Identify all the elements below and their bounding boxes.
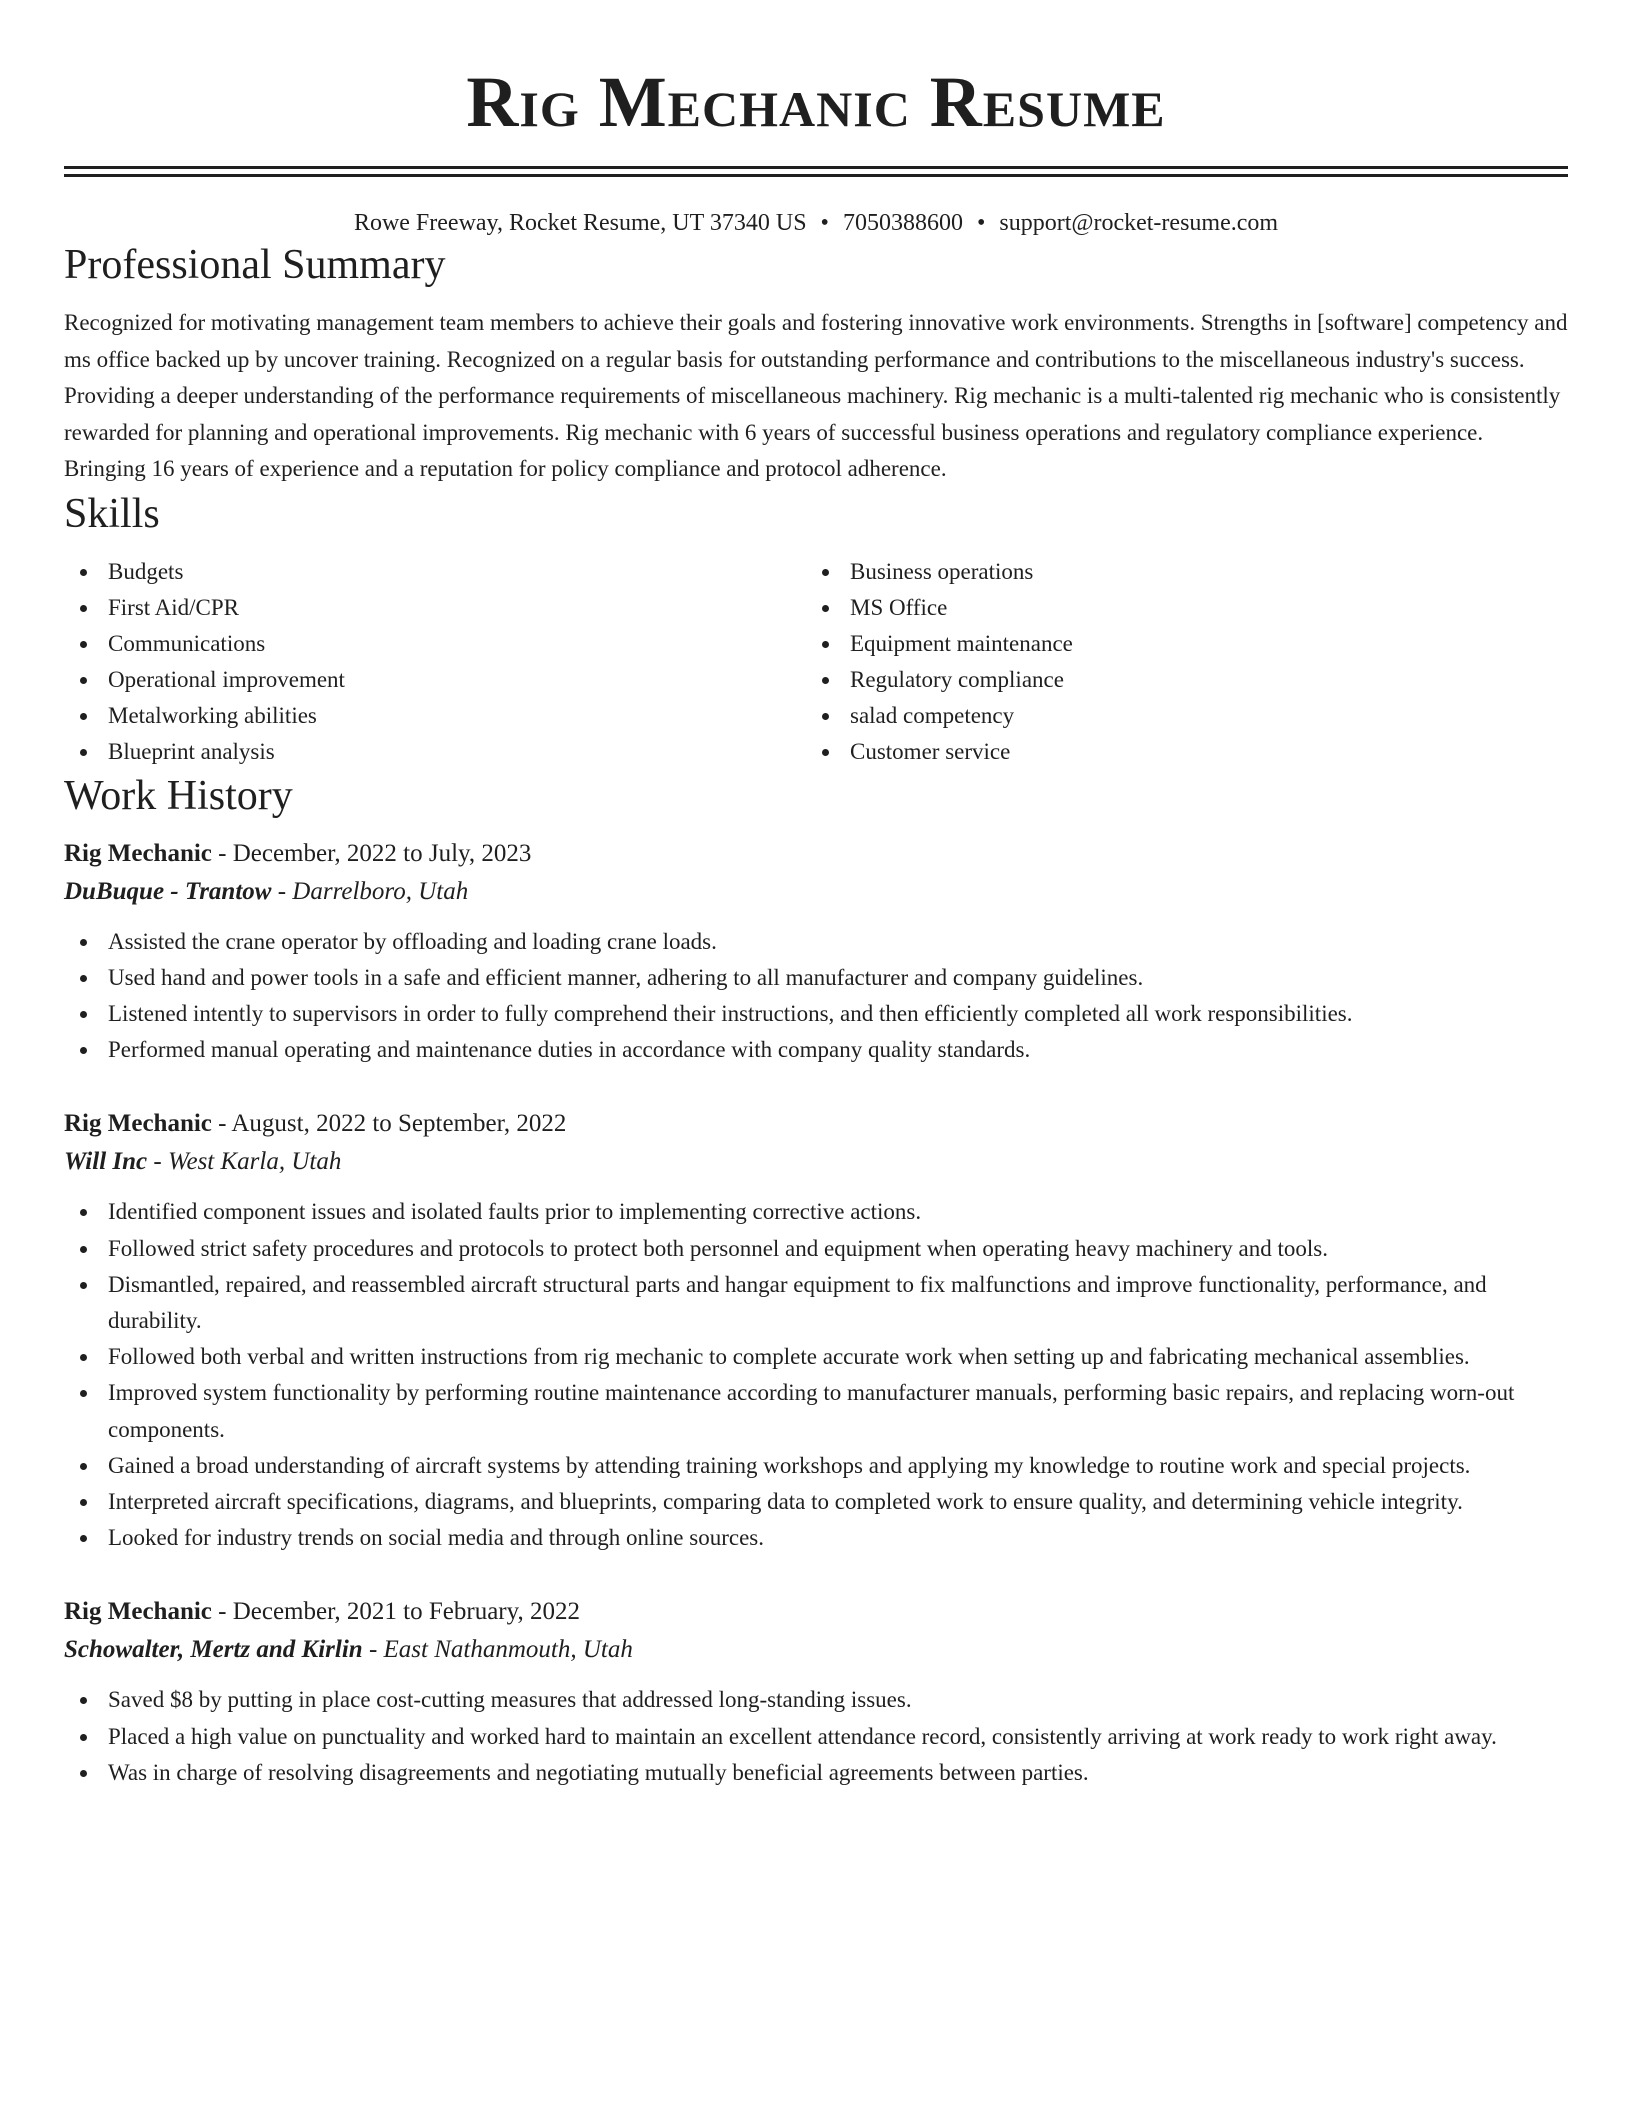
skill-item: Customer service	[806, 734, 1548, 770]
job-bullet: Followed strict safety procedures and protocols to protect both personnel and equipment when operating heavy machinery and tools.	[64, 1231, 1568, 1267]
job-bullets	[64, 924, 1568, 1069]
job-location: - East Nathanmouth, Utah	[362, 1636, 633, 1664]
skill-item: salad competency	[806, 698, 1548, 734]
job-company-line	[64, 1630, 1568, 1670]
job-location: - Darrelboro, Utah	[271, 877, 469, 905]
job-bullet: Was in charge of resolving disagreements and negotiating mutually beneficial agreements between parties.	[64, 1755, 1568, 1791]
job-role: Rig Mechanic	[64, 839, 212, 867]
job-company-line	[64, 872, 1568, 912]
skill-item: Communications	[64, 626, 806, 662]
skill-item: Operational improvement	[64, 662, 806, 698]
skill-item: Metalworking abilities	[64, 698, 806, 734]
skill-item: First Aid/CPR	[64, 590, 806, 626]
job-bullet: Gained a broad understanding of aircraft systems by attending training workshops and applying my knowledge to routine work and special projects.	[64, 1448, 1568, 1484]
summary-text: Recognized for motivating management team members to achieve their goals and fostering innovative work environments. Strengths in [software] competency and ms office backed up by uncover training. Recognized on a regular basis for outstanding performance and contributions to the miscellaneous industry's success. Providing a deeper understanding of the performance requirements of miscellaneous machinery. Rig mechanic is a multi-talented rig mechanic who is consistently rewarded for planning and operational improvements. Rig mechanic with 6 years of successful business operations and regulatory compliance experience. Bringing 16 years of experience and a reputation for policy compliance and protocol adherence.	[64, 310, 1568, 481]
skills-list	[64, 554, 1568, 770]
contact-line	[64, 207, 1568, 239]
job-bullets	[64, 1194, 1568, 1556]
job-dates: - December, 2021 to February, 2022	[211, 1598, 580, 1626]
contact-phone: 7050388600	[842, 210, 963, 236]
job-bullet: Looked for industry trends on social media and through online sources.	[64, 1520, 1568, 1556]
job-entry	[64, 836, 1568, 1069]
job-company: DuBuque - Trantow	[64, 877, 272, 905]
job-company: Schowalter, Mertz and Kirlin	[64, 1636, 363, 1664]
job-bullets	[64, 1682, 1568, 1791]
job-title-line	[64, 836, 1568, 872]
contact-email: support@rocket-resume.com	[999, 210, 1279, 236]
skill-item: Budgets	[64, 554, 806, 590]
work-history-heading: Work History	[64, 772, 293, 819]
job-bullet: Followed both verbal and written instructions from rig mechanic to complete accurate work when setting up and fabricating mechanical assemblies.	[64, 1339, 1568, 1375]
skill-item: Regulatory compliance	[806, 662, 1548, 698]
job-company: Will Inc	[64, 1148, 148, 1176]
skill-item: Business operations	[806, 554, 1548, 590]
job-bullet: Listened intently to supervisors in order to fully comprehend their instructions, and then efficiently completed all work responsibilities.	[64, 996, 1568, 1032]
skill-item: MS Office	[806, 590, 1548, 626]
job-dates: - August, 2022 to September, 2022	[211, 1110, 567, 1138]
job-title-line	[64, 1594, 1568, 1630]
skill-item: Blueprint analysis	[64, 734, 806, 770]
job-bullet: Improved system functionality by performing routine maintenance according to manufacturer manuals, performing basic repairs, and replacing worn-out components.	[64, 1375, 1568, 1447]
job-bullet: Placed a high value on punctuality and worked hard to maintain an excellent attendance record, consistently arriving at work ready to work right away.	[64, 1719, 1568, 1755]
job-bullet: Saved $8 by putting in place cost-cutting measures that addressed long-standing issues.	[64, 1682, 1568, 1718]
resume-title: Rig Mechanic Resume	[466, 62, 1166, 142]
job-location: - West Karla, Utah	[147, 1148, 342, 1176]
skills-column-right	[806, 554, 1548, 770]
job-role: Rig Mechanic	[64, 1110, 212, 1138]
job-dates: - December, 2022 to July, 2023	[211, 839, 532, 867]
job-bullet: Performed manual operating and maintenance duties in accordance with company quality standards.	[64, 1032, 1568, 1068]
skill-item: Equipment maintenance	[806, 626, 1548, 662]
job-bullet: Interpreted aircraft specifications, diagrams, and blueprints, comparing data to completed work to ensure quality, and determining vehicle integrity.	[64, 1484, 1568, 1520]
job-bullet: Identified component issues and isolated faults prior to implementing corrective actions.	[64, 1194, 1568, 1230]
contact-separator: •	[820, 210, 829, 236]
job-role: Rig Mechanic	[64, 1598, 212, 1626]
contact-address: Rowe Freeway, Rocket Resume, UT 37340 US	[353, 210, 807, 236]
job-company-line	[64, 1142, 1568, 1182]
job-bullet: Assisted the crane operator by offloading and loading crane loads.	[64, 924, 1568, 960]
job-entry	[64, 1594, 1568, 1791]
contact-separator: •	[976, 210, 986, 236]
job-entry	[64, 1106, 1568, 1556]
job-bullet: Dismantled, repaired, and reassembled aircraft structural parts and hangar equipment to fix malfunctions and improve functionality, performance, and durability.	[64, 1267, 1568, 1339]
skills-heading: Skills	[64, 490, 160, 537]
job-bullet: Used hand and power tools in a safe and efficient manner, adhering to all manufacturer and company guidelines.	[64, 960, 1568, 996]
skills-column-left	[64, 554, 806, 770]
job-title-line	[64, 1106, 1568, 1142]
summary-heading: Professional Summary	[64, 242, 446, 288]
title-divider	[64, 166, 1568, 177]
